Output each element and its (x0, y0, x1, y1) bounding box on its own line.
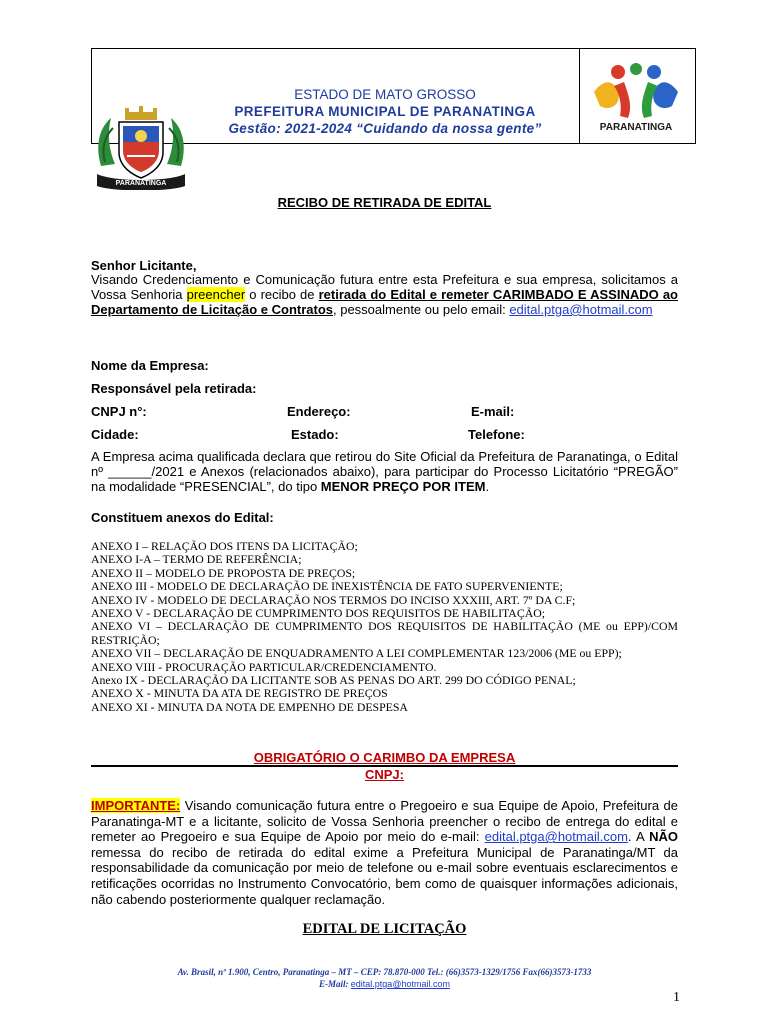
field-email: E-mail: (471, 404, 515, 419)
list-item: ANEXO II – MODELO DE PROPOSTA DE PREÇOS; (91, 565, 356, 580)
list-item: ANEXO VII – DECLARAÇÃO DE ENQUADRAMENTO A LEI COMPLEMENTAR 123/2006 (ME ou EPP); (91, 646, 622, 661)
salutation: Senhor Licitante, (91, 258, 197, 273)
important-text-2: . A (627, 829, 650, 845)
declaration-text: A Empresa acima qualificada declara que retirou do Site Oficial da Prefeitura de Paranatinga, o Edital nº ______/2021 e Anexos (relacionados abaixo), para participar do Processo Licitatório “PREGÃO” na modalidade “PRESENCIAL”, do tipo (91, 449, 678, 494)
state-name: ESTADO DE MATO GROSSO (294, 87, 476, 102)
field-phone: Telefone: (468, 427, 525, 442)
paranatinga-logo (590, 62, 682, 138)
important-label: IMPORTANTE: (91, 798, 181, 813)
important-text-1: Visando comunicação futura entre o Pregoeiro e sua Equipe de Apoio, Prefeitura de Paranatinga-MT e a licitante, solicito de Vossa Senhoria preencher o recibo de entrega do edital e remeter ao Pregoeiro e sua Equipe de Apoio por meio do e-mail: (91, 798, 678, 845)
footer-address: Av. Brasil, nº 1.900, Centro, Paranatinga – MT – CEP: 78.870-000 Tel.: (66)3573-1329/1756 Fax(66)3573-1733 (177, 967, 592, 977)
header-left-divider (91, 48, 92, 104)
intro-highlight: preencher (186, 287, 246, 302)
mandatory-line-2: CNPJ: (364, 767, 404, 782)
annex-title: Constituem anexos do Edital: (91, 510, 274, 525)
field-state: Estado: (291, 427, 339, 442)
list-item: ANEXO XI - MINUTA DA NOTA DE EMPENHO DE DESPESA (91, 699, 408, 714)
important-email-link[interactable]: edital.ptga@hotmail.com (484, 829, 628, 845)
logo-text: PARANATINGA (599, 122, 673, 133)
intro-email-link[interactable]: edital.ptga@hotmail.com (509, 302, 653, 317)
intro-bold: retirada do Edital e remeter CARIMBADO E ASSINADO ao Departamento de Licitação e Contratos (91, 287, 678, 317)
list-item: ANEXO I – RELAÇÃO DOS ITENS DA LICITAÇÃO; (91, 539, 358, 553)
field-address: Endereço: (287, 404, 351, 419)
header-right-divider (579, 48, 580, 144)
footer-email-line (91, 978, 678, 990)
annex-list (91, 540, 678, 714)
intro-paragraph (91, 272, 678, 317)
footer-email-link[interactable]: edital.ptga@hotmail.com (350, 979, 450, 989)
prefecture-name: PREFEITURA MUNICIPAL DE PARANATINGA (234, 104, 536, 119)
mandatory-stamp-notice (91, 750, 678, 765)
field-cnpj: CNPJ n°: (91, 404, 147, 419)
mandatory-line-1: OBRIGATÓRIO O CARIMBO DA EMPRESA (253, 750, 516, 765)
edital-heading: EDITAL DE LICITAÇÃO (302, 921, 467, 937)
municipal-crest-logo (93, 106, 189, 190)
list-item: ANEXO III - MODELO DE DECLARAÇÃO DE INEXISTÊNCIA DE FATO SUPERVENIENTE; (91, 579, 563, 594)
field-city: Cidade: (91, 427, 139, 442)
administration-motto: Gestão: 2021-2024 “Cuidando da nossa gente” (228, 121, 542, 136)
important-bold: NÃO (649, 829, 678, 845)
page-number: 1 (673, 990, 680, 1005)
declaration-end: . (485, 479, 490, 494)
page-title: RECIBO DE RETIRADA DE EDITAL (277, 195, 492, 210)
list-item: ANEXO VIII - PROCURAÇÃO PARTICULAR/CREDENCIAMENTO. (91, 659, 437, 674)
field-responsible: Responsável pela retirada: (91, 381, 257, 396)
list-item: ANEXO VI – DECLARAÇÃO DE CUMPRIMENTO DOS REQUISITOS DE HABILITAÇÃO (ME ou EPP)/COM RESTRIÇÃO; (91, 619, 678, 647)
important-text-3: remessa do recibo de retirada do edital exime a Prefeitura Municipal de Paranatinga/MT da responsabilidade da comunicação por meio de telefone ou e-mail sobre eventuais esclarecimentos e retificações ocorridas no Instrumento Convocatório, bem como de quaisquer informações adicionais, não cabendo posteriormente qualquer reclamação. (91, 844, 678, 907)
list-item: Anexo IX - DECLARAÇÃO DA LICITANTE SOB AS PENAS DO ART. 299 DO CÓDIGO PENAL; (91, 673, 576, 688)
field-company: Nome da Empresa: (91, 358, 209, 373)
header-text (200, 86, 570, 137)
list-item: ANEXO IV - MODELO DE DECLARAÇÃO NOS TERMOS DO INCISO XXXIII, ART. 7º DA C.F; (91, 592, 576, 607)
intro-text-3: , pessoalmente ou pelo email: (333, 302, 510, 317)
list-item: ANEXO I-A – TERMO DE REFERÊNCIA; (91, 552, 302, 567)
declaration-paragraph (91, 449, 678, 494)
footer (91, 966, 678, 990)
list-item: ANEXO V - DECLARAÇÃO DE CUMPRIMENTO DOS REQUISITOS DE HABILITAÇÃO; (91, 606, 546, 621)
intro-text-2: o recibo de (245, 287, 319, 302)
declaration-bold: MENOR PREÇO POR ITEM (320, 479, 486, 494)
important-paragraph (91, 798, 678, 907)
list-item: ANEXO X - MINUTA DA ATA DE REGISTRO DE PREÇOS (91, 686, 388, 701)
crest-ribbon-text: PARANATINGA (115, 180, 167, 187)
intro-text-1: Visando Credenciamento e Comunicação futura entre esta Prefeitura e sua empresa, solicitamos a Vossa Senhoria (91, 272, 678, 302)
footer-email-label: E-Mail: (319, 979, 351, 989)
